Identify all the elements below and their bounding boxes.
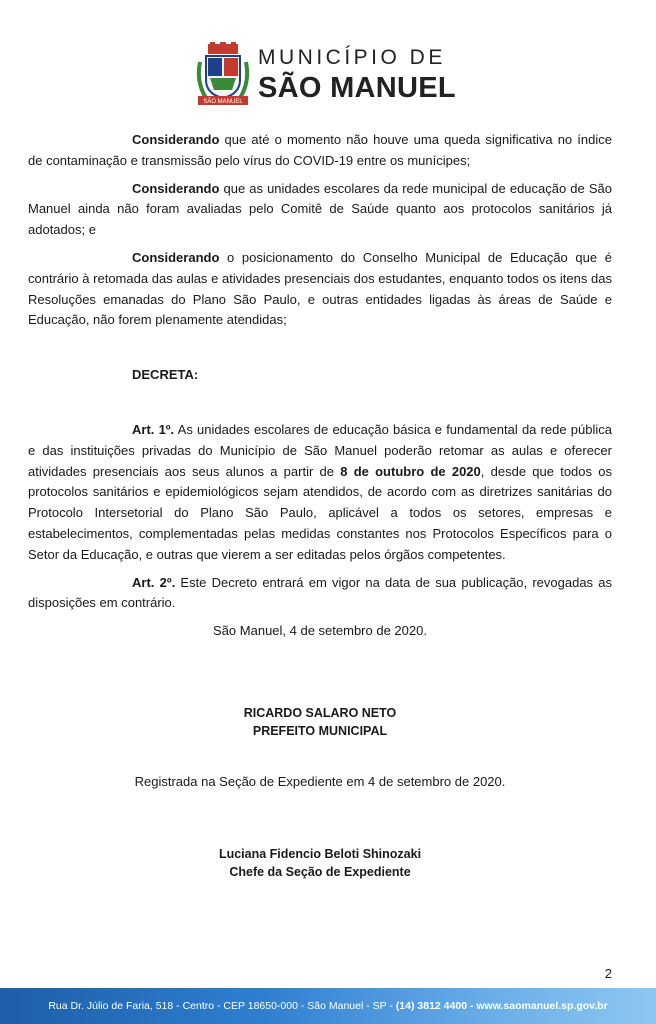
paragraph-text: que as unidades escolares da rede municipal de educação de São Manuel ainda não foram avaliadas pelo Comitê de Saúde quanto aos protocolos sanitários já adotados; e <box>28 180 612 238</box>
place-date: São Manuel, 4 de setembro de 2020. <box>213 623 427 639</box>
considerando-paragraph-1 <box>28 130 612 172</box>
decree-body <box>28 130 612 881</box>
page-number: 2 <box>604 966 612 981</box>
article-1-text-a: As unidades escolares de educação básica e fundamental da rede pública e das instituições privadas do Município de São Manuel poderão retomar as aulas e oferecer atividades presenciais aos seus alunos a partir de <box>28 421 612 479</box>
document-header <box>0 38 656 110</box>
clerk-signature-block <box>28 845 612 881</box>
paragraph-text: o posicionamento do Conselho Municipal de Educação que é contrário à retomada das aulas e atividades presenciais dos estudantes, enquanto todos os itens das Resoluções emanadas do Plano São Paulo, e outras entidades ligadas às áreas de Saúde e Educação, não forem plenamente atendidas; <box>28 249 612 328</box>
crest-banner-text: SÃO MANUEL <box>203 99 243 105</box>
municipal-crest-icon <box>194 42 252 108</box>
considerando-paragraph-3 <box>28 248 612 331</box>
footer-site: - www.saomanuel.sp.gov.br <box>467 1000 608 1012</box>
article-1-text-b: , desde que todos os protocolos sanitários e epidemiológicos sejam atendidos, de acordo com as diretrizes sanitárias do Protocolo Intersetorial do Plano São Paulo, aplicável a todos os setores, empresas e estabelecimentos, complementadas pelas medidas constantes nos Protocolos Específicos para o Setor da Educação, e outras que vierem a ser editadas pelos órgãos competentes. <box>28 463 612 562</box>
footer-address: Rua Dr. Júlio de Faria, 518 - Centro - CEP 18650-000 - São Manuel - SP - <box>48 1000 396 1012</box>
article-1-label: Art. 1º. <box>132 421 175 437</box>
mayor-name: RICARDO SALARO NETO <box>243 705 397 720</box>
considerando-label: Considerando <box>132 249 220 265</box>
considerando-label: Considerando <box>132 132 220 147</box>
article-2 <box>28 573 612 615</box>
logo-line2: SÃO MANUEL <box>258 72 456 104</box>
considerando-label: Considerando <box>132 180 220 196</box>
paragraph-text: que até o momento não houve uma queda significativa no índice de contaminação e transmissão pelo vírus do COVID-19 entre os munícipes; <box>28 132 612 168</box>
mayor-signature-block <box>28 704 612 740</box>
registration-note: Registrada na Seção de Expediente em 4 de setembro de 2020. <box>134 773 506 789</box>
decreta-heading: DECRETA: <box>132 367 199 383</box>
logo-line1: MUNICÍPIO DE <box>258 46 446 69</box>
article-2-label: Art. 2º. <box>132 574 176 590</box>
mayor-title: PREFEITO MUNICIPAL <box>252 723 388 738</box>
article-1 <box>28 420 612 566</box>
article-1-date: 8 de outubro de 2020 <box>340 463 481 479</box>
footer-phone: (14) 3812 4400 <box>395 1000 468 1012</box>
considerando-paragraph-2 <box>28 179 612 241</box>
clerk-name: Luciana Fidencio Beloti Shinozaki <box>218 846 422 861</box>
footer-bar <box>0 988 656 1024</box>
article-2-text: Este Decreto entrará em vigor na data de sua publicação, revogadas as disposições em contrário. <box>28 574 612 611</box>
clerk-title: Chefe da Seção de Expediente <box>229 864 411 879</box>
